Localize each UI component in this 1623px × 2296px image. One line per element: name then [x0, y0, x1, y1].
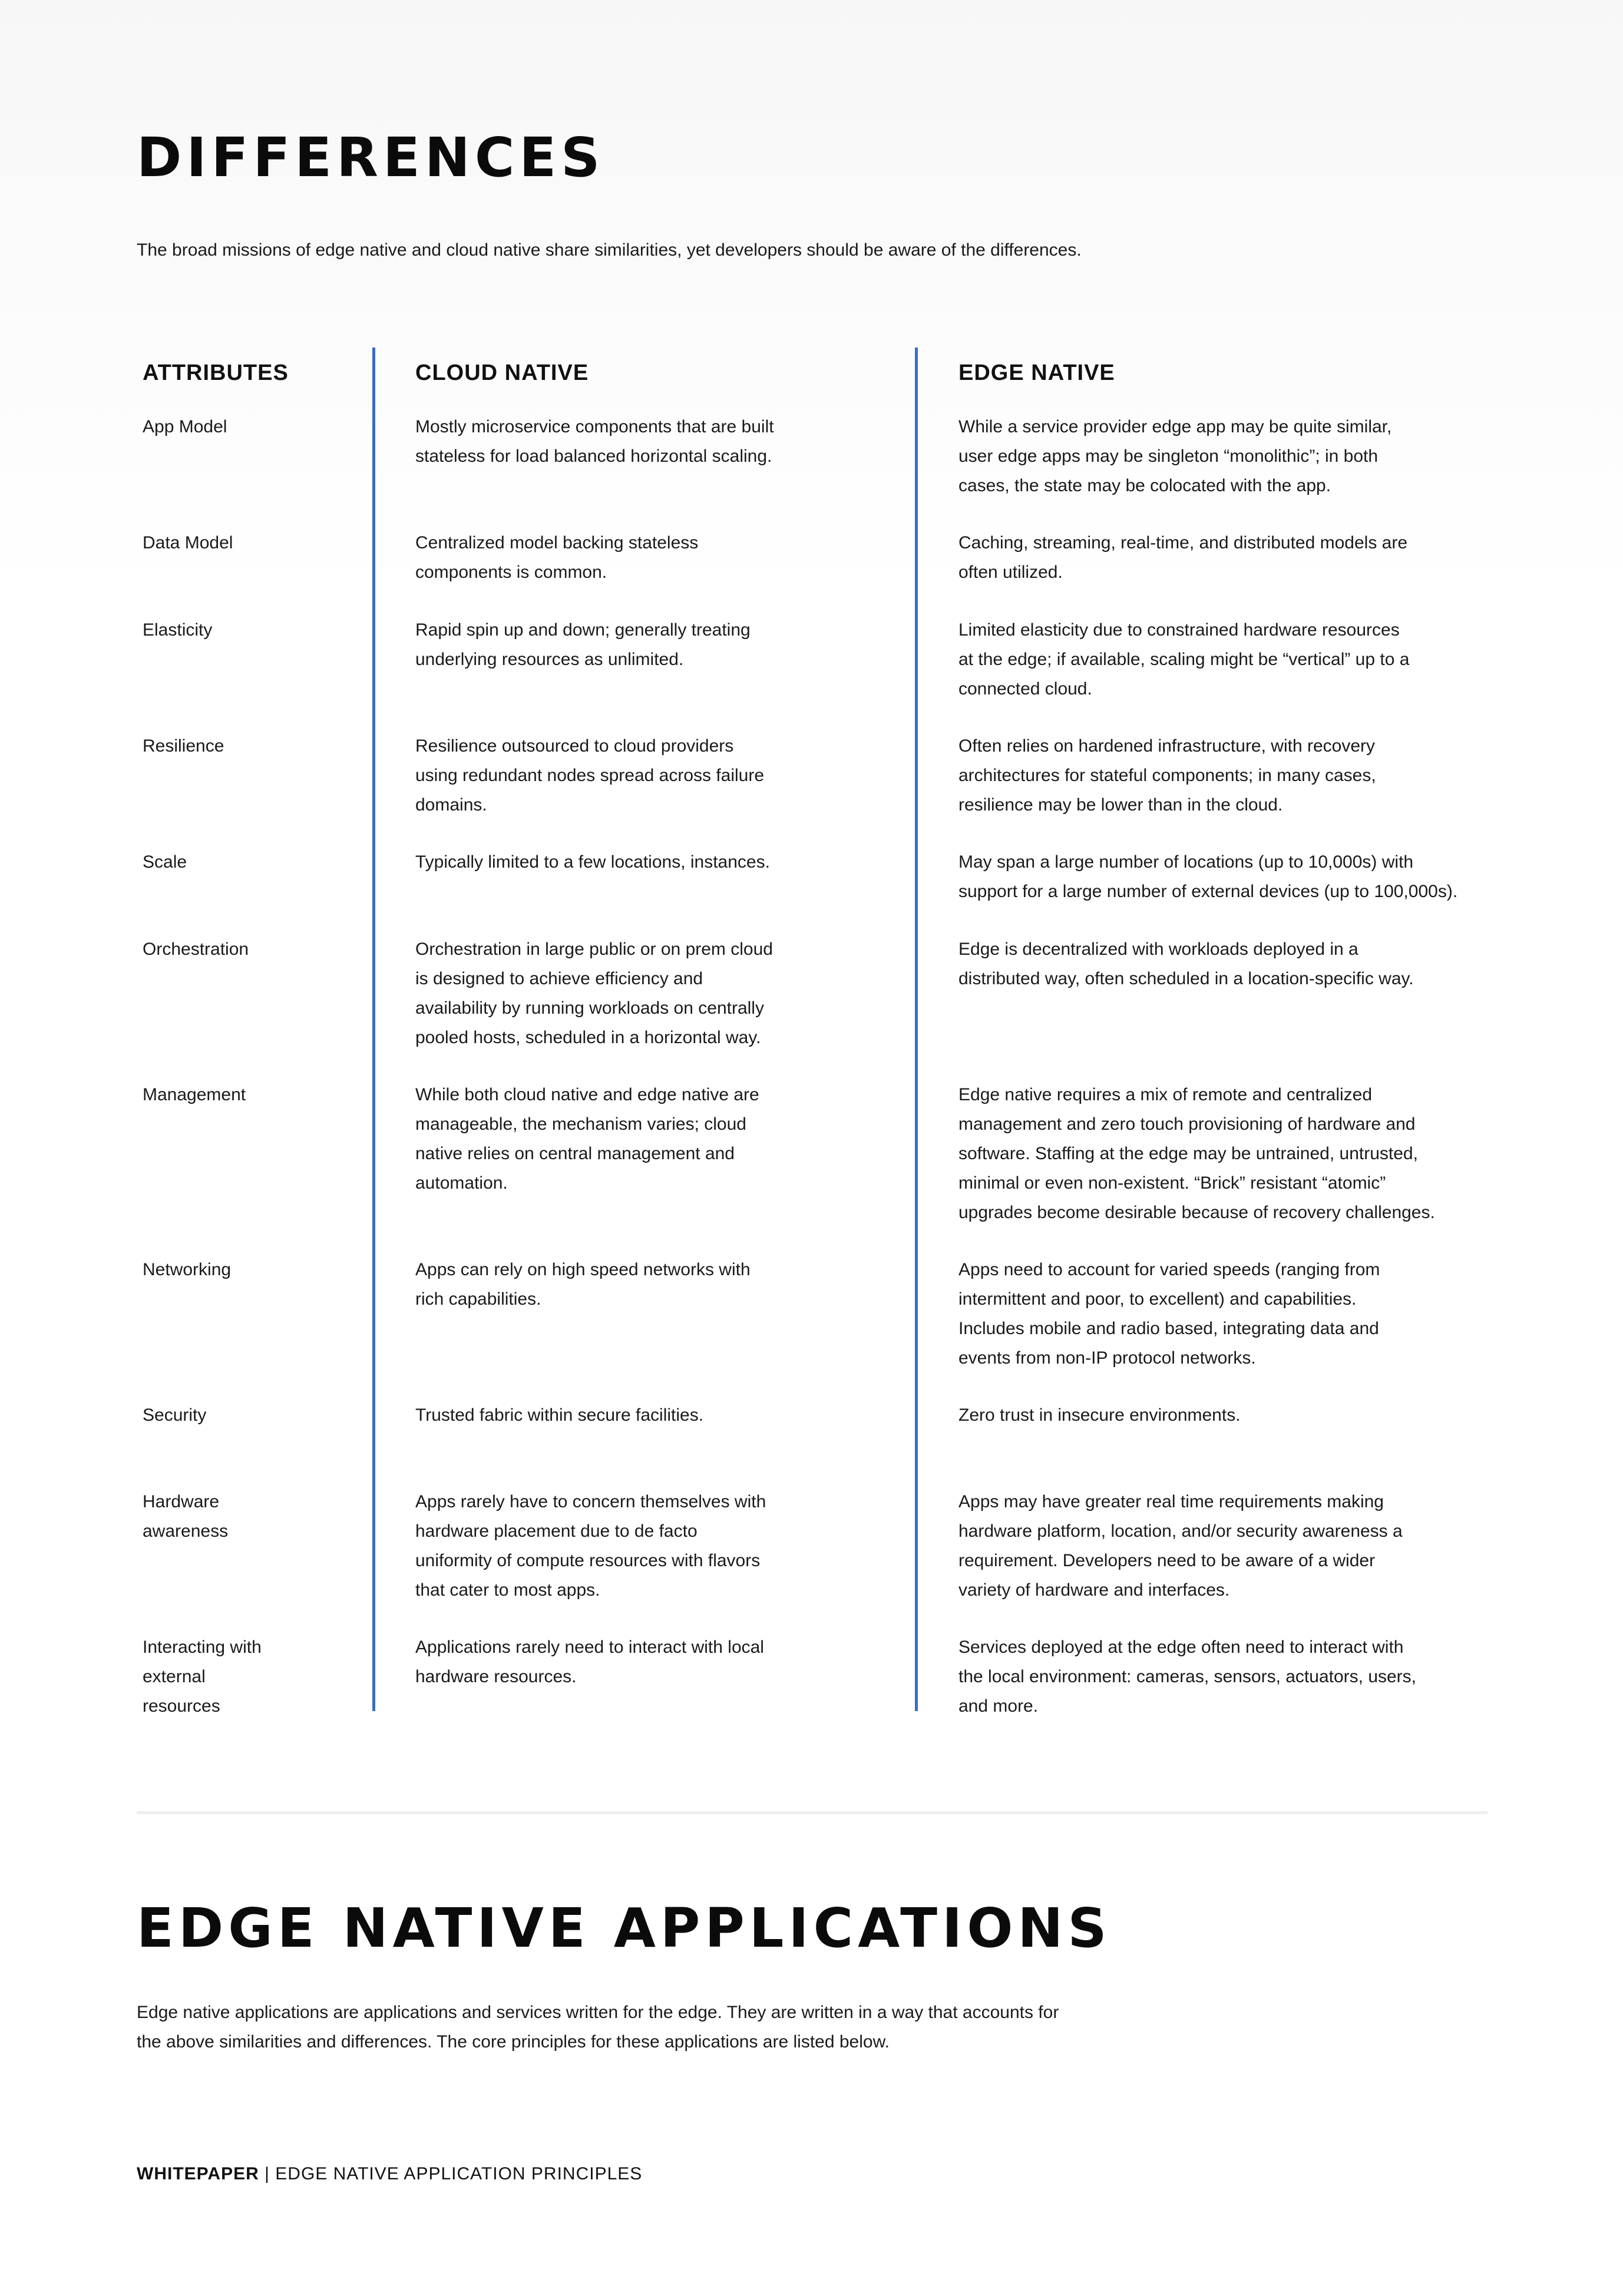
cloud-native-cell-line: automation.: [415, 1173, 508, 1193]
edge-native-cell-line: management and zero touch provisioning of hardware and: [958, 1114, 1416, 1134]
edge-native-cell-line: Limited elasticity due to constrained hardware resources: [958, 620, 1400, 640]
edge-native-cell: [958, 732, 1376, 820]
cloud-native-cell-line: While both cloud native and edge native are: [415, 1085, 759, 1104]
attribute-cell: [143, 412, 227, 442]
cloud-native-cell: [415, 616, 751, 674]
edge-native-cell: [958, 412, 1391, 501]
attribute-cell: [143, 848, 187, 877]
edge-native-cell: [958, 1401, 1241, 1430]
edge-native-cell: [958, 1633, 1416, 1721]
attribute-cell: [143, 732, 224, 761]
cloud-native-cell-line: Typically limited to a few locations, instances.: [415, 852, 770, 872]
cloud-native-cell-line: uniformity of compute resources with flavors: [415, 1551, 761, 1570]
cloud-native-cell-line: native relies on central management and: [415, 1144, 735, 1163]
edge-native-cell-line: connected cloud.: [958, 679, 1092, 699]
attribute-cell-line: external: [143, 1667, 206, 1686]
edge-native-cell-line: Apps need to account for varied speeds (ranging from: [958, 1260, 1380, 1279]
attribute-cell-line: Scale: [143, 852, 187, 872]
cloud-native-cell-line: Rapid spin up and down; generally treating: [415, 620, 751, 640]
differences-intro: The broad missions of edge native and cloud native share similarities, yet developers should be aware of the differences.: [137, 240, 1082, 260]
attribute-cell: [143, 528, 233, 558]
cloud-native-cell-line: manageable, the mechanism varies; cloud: [415, 1114, 746, 1134]
attribute-cell-line: Management: [143, 1085, 246, 1104]
cloud-native-cell-line: Apps rarely have to concern themselves with: [415, 1492, 766, 1511]
edge-native-cell-line: Often relies on hardened infrastructure, with recovery: [958, 736, 1376, 756]
edge-native-cell: [958, 848, 1457, 907]
column-divider-edge: [915, 348, 918, 1711]
edge-apps-intro-line-1: Edge native applications are applications and services written for the edge. They are written in a way that accounts for: [137, 2003, 1059, 2022]
cloud-native-cell: [415, 1487, 766, 1605]
edge-native-cell-line: Edge is decentralized with workloads deployed in a: [958, 939, 1358, 959]
attribute-cell-line: Security: [143, 1405, 207, 1425]
cloud-native-cell: [415, 412, 774, 471]
cloud-native-cell: [415, 528, 698, 587]
attribute-cell-line: Interacting with: [143, 1637, 262, 1657]
cloud-native-cell-line: rich capabilities.: [415, 1289, 541, 1309]
edge-native-cell-line: and more.: [958, 1696, 1039, 1716]
cloud-native-cell-line: using redundant nodes spread across failure: [415, 766, 765, 785]
attribute-cell-line: resources: [143, 1696, 220, 1716]
edge-native-cell-line: often utilized.: [958, 563, 1063, 582]
attribute-cell: [143, 1633, 262, 1721]
attribute-cell-line: Resilience: [143, 736, 224, 756]
cloud-native-cell: [415, 935, 773, 1053]
edge-native-cell-line: variety of hardware and interfaces.: [958, 1580, 1230, 1600]
cloud-native-cell: [415, 1401, 703, 1430]
edge-native-cell: [958, 1487, 1403, 1605]
footer-doc-title: EDGE NATIVE APPLICATION PRINCIPLES: [275, 2164, 643, 2183]
edge-native-cell: [958, 1255, 1380, 1373]
edge-native-cell-line: Caching, streaming, real-time, and distributed models are: [958, 533, 1408, 553]
attribute-cell-line: Networking: [143, 1260, 232, 1279]
cloud-native-cell-line: hardware resources.: [415, 1667, 577, 1686]
cloud-native-cell-line: availability by running workloads on centrally: [415, 998, 764, 1018]
cloud-native-cell-line: domains.: [415, 795, 487, 815]
edge-native-cell-line: While a service provider edge app may be quite similar,: [958, 417, 1392, 436]
edge-native-cell-line: Edge native requires a mix of remote and centralized: [958, 1085, 1373, 1104]
edge-apps-intro-line-2: the above similarities and differences. The core principles for these applications are listed below.: [137, 2032, 890, 2052]
edge-native-cell-line: resilience may be lower than in the cloud.: [958, 795, 1283, 815]
cloud-native-cell-line: Orchestration in large public or on prem cloud: [415, 939, 773, 959]
cloud-native-cell: [415, 848, 770, 877]
edge-native-cell-line: events from non-IP protocol networks.: [958, 1348, 1256, 1368]
cloud-native-cell-line: components is common.: [415, 563, 607, 582]
comparison-table: [141, 348, 1520, 1716]
attribute-cell: [143, 1401, 206, 1430]
edge-native-cell-line: the local environment: cameras, sensors, actuators, users,: [958, 1667, 1417, 1686]
cloud-native-cell: [415, 1633, 764, 1692]
edge-native-cell: [958, 528, 1407, 587]
header-attributes: ATTRIBUTES: [143, 360, 289, 385]
edge-native-applications-title: EDGE NATIVE APPLICATIONS: [137, 1897, 1112, 1960]
page-footer: [137, 2164, 642, 2184]
attribute-cell-line: Orchestration: [143, 939, 249, 959]
attribute-cell: [143, 616, 212, 645]
attribute-cell-line: awareness: [143, 1521, 229, 1541]
edge-native-cell-line: architectures for stateful components; in many cases,: [958, 766, 1376, 785]
cloud-native-cell-line: Apps can rely on high speed networks with: [415, 1260, 751, 1279]
edge-native-cell: [958, 1080, 1435, 1228]
edge-native-cell: [958, 935, 1414, 994]
cloud-native-cell-line: Trusted fabric within secure facilities.: [415, 1405, 704, 1425]
edge-native-cell-line: Services deployed at the edge often need to interact with: [958, 1637, 1404, 1657]
cloud-native-cell: [415, 732, 764, 820]
edge-native-cell-line: cases, the state may be colocated with the app.: [958, 476, 1331, 495]
footer-whitepaper: WHITEPAPER: [137, 2164, 259, 2183]
edge-apps-intro: [137, 1998, 1059, 2057]
cloud-native-cell-line: underlying resources as unlimited.: [415, 650, 684, 669]
cloud-native-cell-line: pooled hosts, scheduled in a horizontal way.: [415, 1028, 761, 1047]
differences-title: DIFFERENCES: [137, 126, 605, 189]
edge-native-cell-line: distributed way, often scheduled in a location-specific way.: [958, 969, 1414, 988]
header-cloud-native: CLOUD NATIVE: [415, 360, 589, 385]
cloud-native-cell-line: Applications rarely need to interact with local: [415, 1637, 764, 1657]
cloud-native-cell: [415, 1255, 751, 1314]
footer-separator: |: [259, 2164, 276, 2183]
edge-native-cell-line: support for a large number of external devices (up to 100,000s).: [958, 882, 1458, 901]
edge-native-cell-line: hardware platform, location, and/or security awareness a: [958, 1521, 1403, 1541]
cloud-native-cell-line: stateless for load balanced horizontal scaling.: [415, 446, 772, 466]
header-edge-native: EDGE NATIVE: [958, 360, 1115, 385]
attribute-cell-line: Elasticity: [143, 620, 213, 640]
attribute-cell-line: Data Model: [143, 533, 233, 553]
edge-native-cell-line: Apps may have greater real time requirements making: [958, 1492, 1384, 1511]
edge-native-cell-line: at the edge; if available, scaling might be “vertical” up to a: [958, 650, 1410, 669]
attribute-cell-line: App Model: [143, 417, 227, 436]
edge-native-cell-line: upgrades become desirable because of recovery challenges.: [958, 1203, 1435, 1222]
edge-native-cell-line: Zero trust in insecure environments.: [958, 1405, 1241, 1425]
attribute-cell: [143, 1080, 246, 1110]
attribute-cell: [143, 1255, 231, 1285]
column-divider-cloud: [372, 348, 375, 1711]
cloud-native-cell-line: Resilience outsourced to cloud providers: [415, 736, 734, 756]
edge-native-cell-line: user edge apps may be singleton “monolithic”; in both: [958, 446, 1379, 466]
edge-native-cell-line: May span a large number of locations (up to 10,000s) with: [958, 852, 1414, 872]
attribute-cell: [143, 1487, 228, 1546]
cloud-native-cell-line: that cater to most apps.: [415, 1580, 600, 1600]
cloud-native-cell-line: hardware placement due to de facto: [415, 1521, 698, 1541]
cloud-native-cell-line: Centralized model backing stateless: [415, 533, 699, 553]
edge-native-cell: [958, 616, 1409, 704]
edge-native-cell-line: intermittent and poor, to excellent) and capabilities.: [958, 1289, 1357, 1309]
cloud-native-cell-line: Mostly microservice components that are built: [415, 417, 774, 436]
attribute-cell: [143, 935, 249, 964]
attribute-cell-line: Hardware: [143, 1492, 220, 1511]
section-divider: [137, 1811, 1488, 1814]
edge-native-cell-line: software. Staffing at the edge may be untrained, untrusted,: [958, 1144, 1418, 1163]
edge-native-cell-line: requirement. Developers need to be aware of a wider: [958, 1551, 1376, 1570]
cloud-native-cell: [415, 1080, 759, 1198]
cloud-native-cell-line: is designed to achieve efficiency and: [415, 969, 703, 988]
edge-native-cell-line: Includes mobile and radio based, integrating data and: [958, 1319, 1379, 1338]
edge-native-cell-line: minimal or even non-existent. “Brick” resistant “atomic”: [958, 1173, 1386, 1193]
